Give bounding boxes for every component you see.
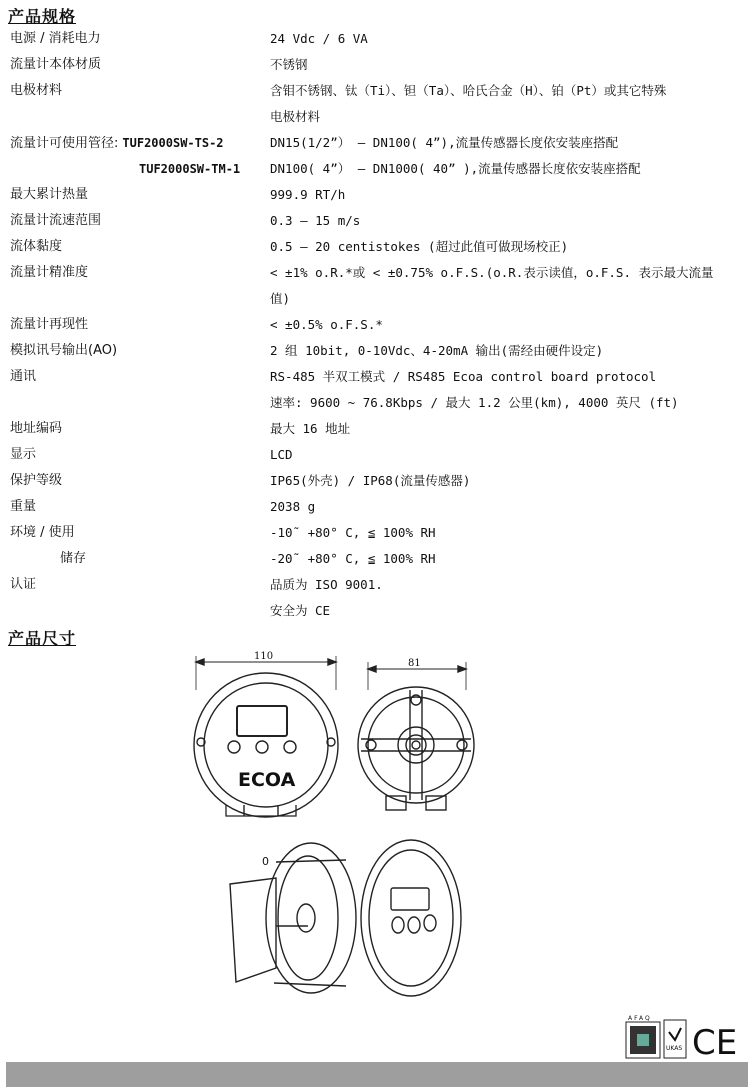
spec-row-body-material — [0, 52, 754, 78]
spec-label: 地址编码 — [10, 421, 63, 436]
spec-label: 流量计本体材质 — [10, 57, 102, 72]
certification-marks — [624, 1014, 744, 1060]
spec-section-title: 产品规格 — [8, 7, 77, 26]
front-view-drawing — [194, 656, 338, 817]
spec-row-address — [0, 416, 754, 442]
spec-value: 24 Vdc / 6 VA — [270, 31, 368, 46]
footer-bar — [6, 1062, 748, 1087]
spec-label — [10, 130, 224, 157]
spec-value: 品质为 ISO 9001. — [270, 577, 383, 592]
afaq-logo — [626, 1015, 660, 1058]
spec-row-env-use — [0, 520, 754, 546]
spec-value: LCD — [270, 447, 293, 462]
spec-row-pipe-tm1 — [0, 156, 754, 182]
spec-value: 不锈钢 — [270, 57, 308, 72]
spec-label: 重量 — [10, 499, 37, 514]
side-view-drawing — [358, 662, 474, 810]
dimension-section-title: 产品尺寸 — [8, 629, 77, 648]
spec-row-max-heat — [0, 182, 754, 208]
spec-row-analog-output — [0, 338, 754, 364]
model-name: TUF2000SW-TM-1 — [139, 162, 241, 176]
dimension-110: 110 — [254, 651, 274, 662]
spec-row-repeatability — [0, 312, 754, 338]
spec-label: 电源 / 消耗电力 — [10, 31, 101, 46]
spec-value: RS-485 半双工模式 / RS485 Ecoa control board protocol — [270, 369, 657, 384]
ukas-logo — [664, 1020, 686, 1058]
spec-label: 环境 / 使用 — [10, 525, 75, 540]
spec-row-pipe-ts2 — [0, 130, 754, 156]
afaq-text: AFAQ — [628, 1015, 652, 1022]
ce-mark: CE — [692, 1023, 738, 1060]
zero-marker: 0 — [262, 855, 269, 868]
spec-value: 0.5 – 20 centistokes (超过此值可做现场校正) — [270, 239, 569, 254]
spec-value: 2 组 10bit, 0-10Vdc、4-20mA 输出(需经由硬件设定) — [270, 343, 604, 358]
spec-label: 流量计精准度 — [10, 265, 89, 280]
spec-value: < ±1% o.R.*或 < ±0.75% o.F.S.(o.R.表示读值，o.F.S. 表示最大流量 — [270, 265, 714, 280]
brand-logo: ECOA — [238, 769, 296, 791]
spec-value-continued: 安全为 CE — [270, 603, 331, 618]
spec-row-certification-cont — [0, 598, 754, 624]
spec-value: -20˜ +80° C, ≦ 100% RH — [270, 551, 436, 566]
spec-label: 最大累计热量 — [10, 187, 89, 202]
spec-row-accuracy — [0, 260, 754, 286]
spec-row-electrode-cont — [0, 104, 754, 130]
spec-value: DN100( 4”） – DN1000( 40” ),流量传感器长度依安装座搭配 — [270, 161, 641, 176]
spec-row-certification — [0, 572, 754, 598]
spec-value: 999.9 RT/h — [270, 187, 346, 202]
spec-label: 电极材料 — [10, 83, 63, 98]
spec-row-viscosity — [0, 234, 754, 260]
spec-label: 模拟讯号输出(AO) — [10, 343, 118, 358]
spec-label: 保护等级 — [10, 473, 63, 488]
spec-value: 2038 g — [270, 499, 316, 514]
spec-value: 0.3 – 15 m/s — [270, 213, 361, 228]
spec-label: 通讯 — [10, 369, 37, 384]
spec-row-comm-cont — [0, 390, 754, 416]
spec-label: 认证 — [10, 577, 37, 592]
spec-value: -10˜ +80° C, ≦ 100% RH — [270, 525, 436, 540]
dimension-81: 81 — [408, 658, 421, 669]
spec-label: 流量计流速范围 — [10, 213, 102, 228]
spec-row-velocity — [0, 208, 754, 234]
spec-value-continued: 值) — [270, 291, 291, 306]
spec-row-accuracy-cont — [0, 286, 754, 312]
spec-row-env-storage — [0, 546, 754, 572]
spec-value-continued: 速率: 9600 ~ 76.8Kbps / 最大 1.2 公里(km), 4000 英尺 (ft) — [270, 395, 679, 410]
spec-label: 显示 — [10, 447, 37, 462]
model-name: TUF2000SW-TS-2 — [122, 136, 224, 150]
spec-row-comm — [0, 364, 754, 390]
spec-row-display — [0, 442, 754, 468]
spec-row-power — [0, 26, 754, 52]
ukas-text: UKAS — [666, 1045, 683, 1052]
spec-label-text: 流量计可使用管径: — [10, 136, 119, 151]
dimension-drawings — [186, 650, 486, 1000]
spec-value: DN15(1/2”） – DN100( 4”),流量传感器长度依安装座搭配 — [270, 135, 619, 150]
spec-value: < ±0.5% o.F.S.* — [270, 317, 383, 332]
spec-row-weight — [0, 494, 754, 520]
spec-row-protection — [0, 468, 754, 494]
spec-label: 流量计再现性 — [10, 317, 89, 332]
spec-value: IP65(外壳) / IP68(流量传感器) — [270, 473, 471, 488]
spec-sublabel: 储存 — [60, 551, 87, 566]
spec-value: 最大 16 地址 — [270, 421, 351, 436]
spec-row-electrode — [0, 78, 754, 104]
spec-label: 流体黏度 — [10, 239, 63, 254]
spec-value-continued: 电极材料 — [270, 109, 321, 124]
spec-value: 含钼不锈钢、钛（Ti）、钽（Ta）、哈氏合金（H）、铂（Pt）或其它特殊 — [270, 83, 667, 98]
